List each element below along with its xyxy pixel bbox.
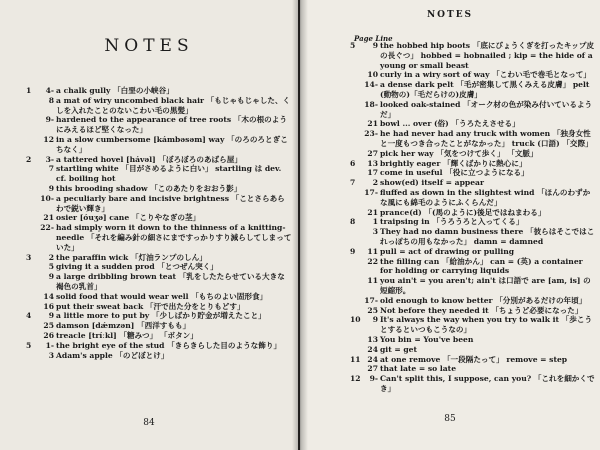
note-line-number: 22 [367, 256, 378, 266]
note-text: brightly eager 「輝くばかりに熱心に」 [380, 158, 527, 168]
note-entry [350, 168, 596, 178]
note-page-number: 3 [26, 252, 32, 262]
note-entry [26, 321, 292, 331]
note-entry [350, 149, 596, 159]
note-line-number: 3- [45, 154, 54, 164]
note-line-number: 11 [367, 246, 378, 256]
note-text: a tattered hovel [hávəl] 「ぼろぼろのあばら屋」 [56, 154, 242, 164]
note-entry [350, 374, 596, 394]
note-entry [350, 41, 596, 70]
note-entry [26, 213, 292, 223]
note-entry [26, 272, 292, 292]
note-text: pull = act of drawing or pulling [380, 246, 515, 256]
note-entry [26, 302, 292, 312]
note-line-number: 25 [367, 305, 378, 315]
note-line-number: 21 [367, 119, 378, 129]
note-entry [350, 247, 596, 257]
note-line-number: 7 [48, 164, 54, 174]
note-text: traipsing in 「うろうろと入ってくる」 [380, 217, 524, 227]
note-entry [350, 296, 596, 306]
note-line-number: 3 [372, 227, 378, 237]
note-text: git = get [380, 344, 418, 354]
note-text: You bin = You've been [380, 334, 474, 344]
note-line-number: 18- [364, 99, 378, 109]
note-text: bowl ... over (俗) 「うろたえさせる」 [380, 119, 520, 129]
note-line-number: 9 [48, 183, 54, 193]
note-text: a little more to put by 「少しばかり貯金が増えたこと」 [56, 311, 266, 321]
note-text: had simply worn it down to the thinness of a knitting-needle 「それを編み針の細さにまですっかりすり減らしてしまっていた」 [56, 223, 292, 252]
note-entry [350, 345, 596, 355]
note-text: fluffed as down in the slightest wind 「ほんのわずかな風にも綿毛のようにふくらんだ」 [380, 187, 591, 207]
note-page-number: 6 [350, 158, 356, 168]
note-text: treacle [tríːkl] 「糖みつ」 「ボタン」 [56, 330, 198, 340]
column-header-page-line: Page Line [354, 34, 393, 43]
note-line-number: 24 [367, 344, 378, 354]
note-text: the bright eye of the stud 「きらきらした目のような飾り」 [56, 340, 282, 350]
note-entry [26, 341, 292, 351]
note-page-number: 9 [350, 246, 356, 256]
note-page-number: 5 [350, 41, 356, 50]
note-text: damson [dǽmzən] 「西洋すもも」 [56, 321, 191, 331]
note-line-number: 13 [367, 158, 378, 168]
note-entry [350, 335, 596, 345]
left-notes-list [26, 86, 292, 360]
note-entry [26, 86, 292, 96]
note-line-number: 11 [367, 276, 378, 286]
note-line-number: 1 [372, 217, 378, 227]
book-gutter [292, 0, 308, 450]
note-text: at one remove 「一段隔たって」 remove = step [380, 354, 568, 364]
note-page-number: 5 [26, 340, 32, 350]
note-text: the paraffin wick 「灯油ランプのしん」 [56, 252, 207, 262]
note-entry [350, 257, 596, 277]
note-text: a peculiarly bare and incisive brightness 「ことさらあらわで鋭い輝き」 [56, 193, 285, 213]
note-line-number: 5 [48, 262, 54, 272]
note-line-number: 22- [40, 223, 54, 233]
note-page-number: 12 [350, 374, 361, 384]
note-text: pick her way 「気をつけて歩く」 「文脈」 [380, 148, 538, 158]
note-text: a large dribbling brown teat 「乳をしたたらせている大きな褐色の乳首」 [56, 272, 285, 291]
note-line-number: 25 [43, 321, 54, 331]
note-text: come in useful 「役に立つようになる」 [380, 168, 529, 178]
note-text: startling white 「目がさめるように白い」 startling は dev. cf. boiling hot [56, 164, 282, 184]
note-entry [26, 135, 292, 155]
note-entry [26, 253, 292, 263]
note-text: old enough to know better 「分別があるだけの年頃」 [380, 295, 587, 305]
note-page-number: 1 [26, 86, 32, 95]
note-line-number: 14 [43, 291, 54, 301]
note-entry [26, 194, 292, 214]
note-page-number: 7 [350, 178, 356, 188]
note-entry [350, 178, 596, 188]
note-text: this brooding shadow 「このあたりをおおう影」 [56, 183, 242, 193]
note-line-number: 1- [45, 340, 54, 350]
note-text: he had never had any truck with women 「独身女性と一度もつき合ったことがなかった」 truck (口語) 「交際」 [380, 129, 593, 148]
note-line-number: 27 [367, 364, 378, 374]
note-text: Not before they needed it 「ちょうど必要になった」 [380, 305, 583, 315]
note-line-number: 21 [367, 207, 378, 217]
note-text: solid food that would wear well 「もちのよい固形食」 [56, 291, 268, 301]
note-page-number: 4 [26, 311, 32, 321]
left-page-number: 84 [143, 418, 155, 428]
note-entry [350, 306, 596, 316]
note-entry [350, 119, 596, 129]
note-entry [26, 155, 292, 165]
note-entry [26, 223, 292, 252]
note-entry [26, 311, 292, 321]
note-text: a dense dark pelt 「毛が密集して黒くみえる皮膚」 pelt (動物の)「毛だらけの)皮膚」 [380, 80, 590, 99]
note-line-number: 12 [43, 134, 54, 144]
note-entry [350, 100, 596, 120]
note-line-number: 24 [367, 354, 378, 364]
note-entry [350, 355, 596, 365]
note-line-number: 14- [364, 80, 378, 90]
right-notes-list [350, 41, 596, 394]
note-entry [26, 184, 292, 194]
note-text: show(ed) itself = appear [380, 178, 484, 188]
note-entry [26, 164, 292, 184]
note-line-number: 2 [48, 252, 54, 262]
note-text: prance(d) 「(馬のように)後足ではねまわる」 [380, 207, 546, 217]
note-line-number: 17- [364, 295, 378, 305]
note-entry [26, 351, 292, 361]
note-line-number: 8 [48, 95, 54, 105]
note-line-number: 26 [43, 330, 54, 340]
note-text: a mat of wiry uncombed black hair 「もじゃもじゃした、くしを入れたことのないこわい毛の黒髪」 [56, 95, 291, 115]
note-entry [350, 208, 596, 218]
right-page-running-head: NOTES [426, 10, 474, 20]
note-entry [350, 70, 596, 80]
note-entry [350, 217, 596, 227]
note-text: They had no damn business there 「彼らはそこではこれっぽちの用もなかった」 damn = damned [380, 227, 595, 246]
note-text: a chalk gully 「白堊の小峡谷」 [56, 86, 174, 95]
note-line-number: 10 [367, 70, 378, 80]
note-line-number: 9 [372, 315, 378, 325]
note-text: looked oak-stained 「オーク材の色が染み付いているようだ」 [380, 99, 593, 119]
note-entry [350, 188, 596, 208]
note-line-number: 3 [48, 350, 54, 360]
note-entry [350, 227, 596, 247]
note-text: you ain't = you aren't; ain't は口語で are [am, is] の短縮形。 [380, 276, 591, 295]
note-entry [350, 80, 596, 100]
note-page-number: 2 [26, 154, 32, 164]
note-line-number: 9- [45, 115, 54, 125]
note-text: in a slow cumbersome [kámbəsəm] way 「のろのろとぎこちなく」 [56, 134, 288, 154]
note-entry [26, 331, 292, 341]
note-text: put their sweat back 「汗で出た分をとりもどす」 [56, 301, 245, 311]
note-entry [350, 315, 596, 335]
note-line-number: 21 [43, 213, 54, 223]
note-text: giving it a sudden prod 「とつぜん突く」 [56, 262, 218, 272]
note-line-number: 10- [40, 193, 54, 203]
note-text: Adam's apple 「のどぼとけ」 [56, 350, 169, 360]
left-page-title: NOTES [104, 36, 194, 56]
note-line-number: 9 [372, 41, 378, 50]
right-page-number: 85 [444, 414, 456, 424]
note-entry [350, 364, 596, 374]
note-line-number: 17 [367, 168, 378, 178]
note-text: curly in a wiry sort of way 「こわい毛で巻毛となって」 [380, 70, 591, 80]
note-entry [26, 292, 292, 302]
note-line-number: 9- [369, 374, 378, 384]
note-text: the filling can 「給油かん」 can = (英) a container for holding or carrying liquids [380, 256, 583, 276]
note-text: osier [óuʒə] cane 「こりやなぎの茎」 [56, 213, 201, 223]
left-page [0, 0, 298, 450]
note-page-number: 8 [350, 217, 356, 227]
note-entry [26, 262, 292, 272]
note-line-number: 9 [48, 311, 54, 321]
note-text: the hobbed hip boots 「底にびょうくぎを打ったキップ皮の長ぐつ」 hobbed = hobnailed ; kip = the hide of a young or small beast [380, 41, 595, 70]
note-text: It's always the way when you try to walk it 「歩こうとするといつもこうなの」 [380, 315, 593, 335]
note-line-number: 2 [372, 178, 378, 188]
note-entry [350, 129, 596, 149]
note-entry [26, 96, 292, 116]
note-line-number: 9 [48, 272, 54, 282]
note-entry [350, 276, 596, 296]
note-text: that late = so late [380, 364, 457, 374]
note-line-number: 13 [367, 334, 378, 344]
note-line-number: 27 [367, 148, 378, 158]
note-line-number: 23- [364, 129, 378, 139]
note-text: Can't split this, I suppose, can you? 「これを細かくでき」 [380, 374, 595, 393]
note-line-number: 16 [43, 301, 54, 311]
note-line-number: 4- [45, 86, 54, 95]
note-page-number: 10 [350, 315, 361, 325]
note-line-number: 17- [364, 187, 378, 197]
note-text: hardened to the appearance of tree roots 「木の根のようにみえるほど堅くなった」 [56, 115, 287, 135]
note-entry [350, 159, 596, 169]
right-page [300, 0, 600, 450]
note-page-number: 11 [350, 354, 361, 364]
note-entry [26, 115, 292, 135]
